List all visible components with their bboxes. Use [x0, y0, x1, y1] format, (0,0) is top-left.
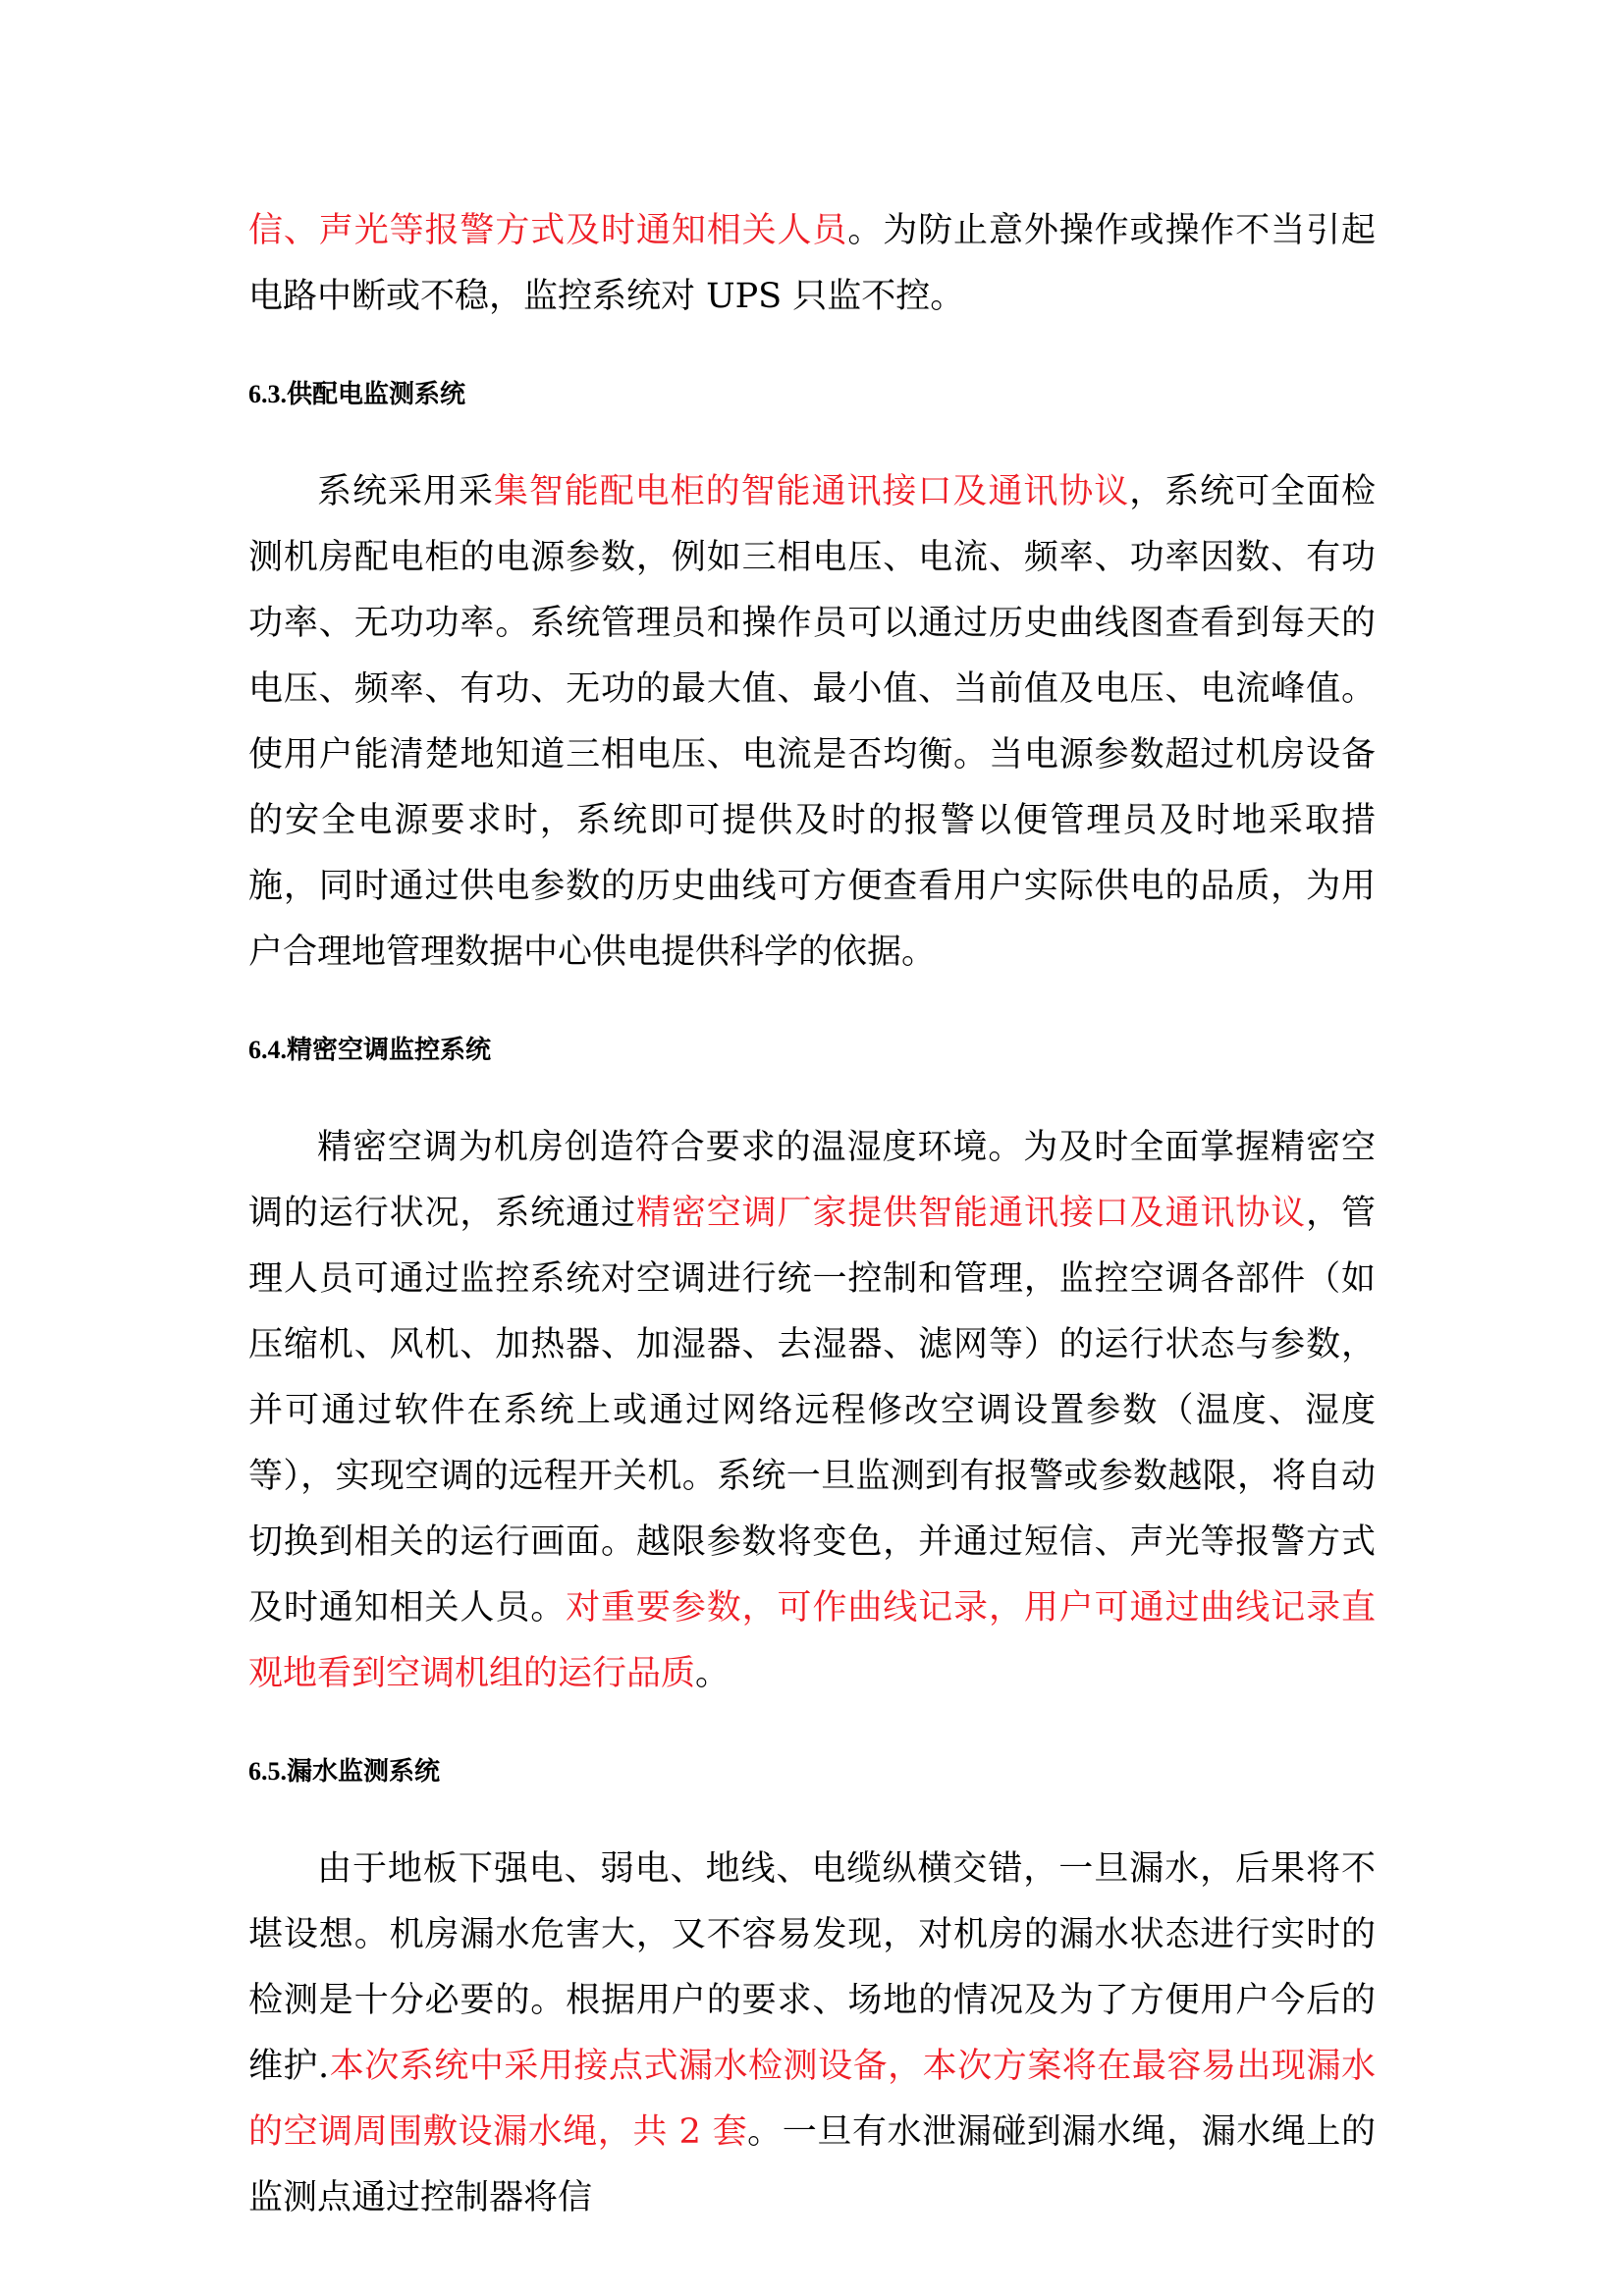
- highlight-text: 对重要参数，可作曲线记录，用户可通过曲线记录直观地看到空调机组的运行品质: [248, 1588, 1376, 1693]
- section-heading-6-4: 6.4.精密空调监控系统: [248, 1036, 492, 1064]
- highlight-text: 信、声光等报警方式及时通知相关人员: [248, 211, 848, 250]
- body-text: 。: [695, 1654, 731, 1693]
- highlight-text: 精密空调厂家提供智能通讯接口及通讯协议: [635, 1194, 1307, 1233]
- body-text: 。为防止意外操作或操作不当引起电路中断或不稳，监控系统对 UPS 只监不控。: [248, 211, 1376, 316]
- section-heading-6-3: 6.3.供配电监测系统: [248, 380, 466, 408]
- page-content: [248, 198, 1376, 2231]
- body-text: 由于地板下强电、弱电、地线、电缆纵横交错，一旦漏水，后果将不堪设想。机房漏水危害大，又不容易发现，对机房的漏水状态进行实时的检测是十分必要的。根据用户的要求、场地的情况及为了方便用户今后的维护.: [248, 1849, 1376, 2086]
- body-text: ，系统可全面检测机房配电柜的电源参数，例如三相电压、电流、频率、功率因数、有功功率、无功功率。系统管理员和操作员可以通过历史曲线图查看到每天的电压、频率、有功、无功的最大值、最小值、当前值及电压、电流峰值。使用户能清楚地知道三相电压、电流是否均衡。当电源参数超过机房设备的安全电源要求时，系统即可提供及时的报警以便管理员及时地采取措施，同时通过供电参数的历史曲线可方便查看用户实际供电的品质，为用户合理地管理数据中心供电提供科学的依据。: [248, 472, 1376, 972]
- highlight-text: 本次系统中采用接点式漏水检测设备，本次方案将在最容易出现漏水的空调周围敷设漏水绳，共 2 套: [248, 2047, 1376, 2152]
- highlight-text: 集智能配电柜的智能通讯接口及通讯协议: [493, 472, 1130, 511]
- body-text: 。一旦有水泄漏碰到漏水绳，漏水绳上的监测点通过控制器将信: [248, 2112, 1376, 2217]
- paragraph-power-monitoring: [248, 459, 1376, 986]
- body-text: ，管理人员可通过监控系统对空调进行统一控制和管理，监控空调各部件（如压缩机、风机、加热器、加湿器、去湿器、滤网等）的运行状态与参数，并可通过软件在系统上或通过网络远程修改空调设置参数（温度、湿度等），实现空调的远程开关机。系统一旦监测到有报警或参数越限，将自动切换到相关的运行画面。越限参数将变色，并通过短信、声光等报警方式及时通知相关人员。: [248, 1194, 1376, 1628]
- paragraph-ups-continued: [248, 198, 1376, 330]
- section-heading-6-5: 6.5.漏水监测系统: [248, 1757, 441, 1786]
- paragraph-leak-monitoring: [248, 1837, 1376, 2231]
- body-text: 精密空调为机房创造符合要求的温湿度环境。为及时全面掌握精密空调的运行状况，系统通过: [248, 1128, 1376, 1233]
- paragraph-ac-monitoring: [248, 1115, 1376, 1707]
- body-text: 系统采用采: [317, 472, 494, 511]
